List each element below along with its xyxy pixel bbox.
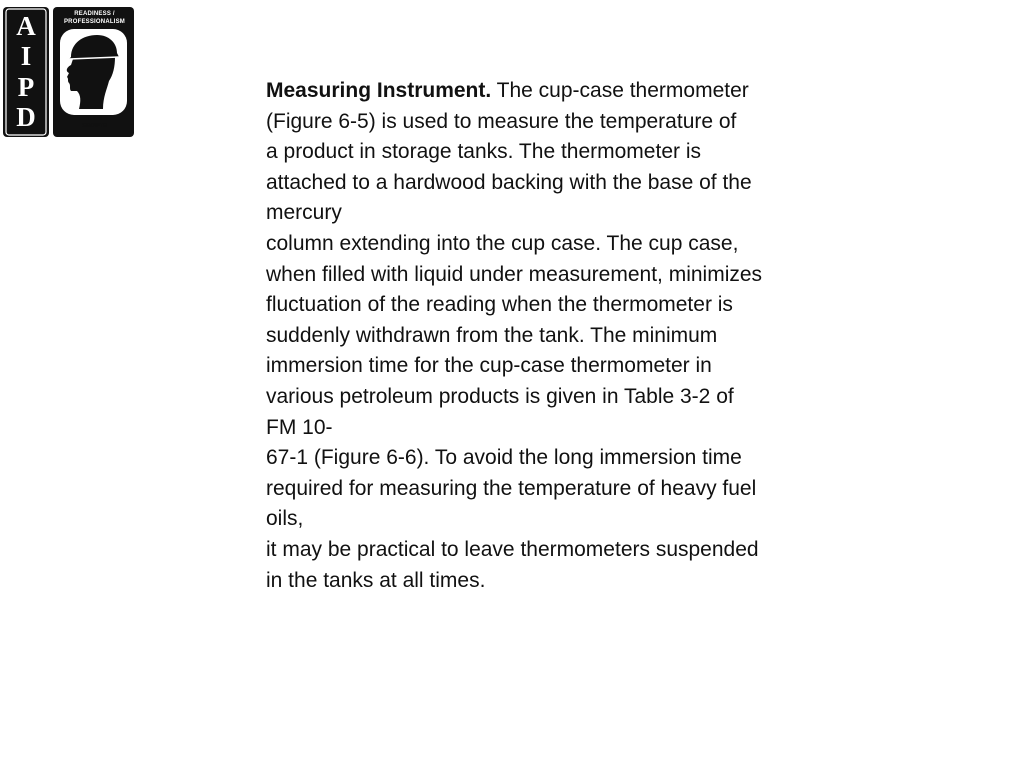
logo-letter-d: D: [16, 102, 36, 133]
logo-top-line-2: PROFESSIONALISM: [63, 19, 125, 25]
logo-top-text: [55, 10, 134, 26]
paragraph-heading: Measuring Instrument.: [266, 79, 492, 102]
logo-bottom-line-1: THRU: [86, 116, 103, 122]
text-line-2: a product in storage tanks. The thermometer is attached to a hardwood backing with the base of the mercury: [266, 140, 752, 225]
text-line-7: it may be practical to leave thermometers suspended in the tanks at all times.: [266, 537, 759, 592]
logo-letter-a: A: [16, 10, 36, 41]
text-line-3: column extending into the cup case. The cup case, when filled with liquid under measurement, minimizes: [266, 231, 763, 286]
text-line-1: [266, 76, 766, 137]
text-line-1-body: The cup-case thermometer (Figure 6-5) is used to measure the temperature of: [266, 79, 749, 133]
document-body: [266, 76, 766, 596]
text-line-4: fluctuation of the reading when the thermometer is suddenly withdrawn from the tank. The minimum: [266, 293, 733, 347]
logo-bottom-text: [55, 116, 134, 130]
text-line-6: 67-1 (Figure 6-6). To avoid the long immersion time required for measuring the temperature of heavy fuel oils,: [266, 446, 757, 531]
logo-letters: [3, 7, 49, 137]
logo-letter-p: P: [17, 71, 35, 102]
logo-bottom-line-2: GROWTH: [81, 123, 108, 129]
logo-top-line-1: READINESS /: [74, 11, 115, 17]
aipd-logo: [3, 7, 134, 137]
logo-letter-i: I: [20, 41, 32, 72]
paragraph: [266, 76, 766, 596]
text-line-5: immersion time for the cup-case thermometer in various petroleum products is given in Table 3-2 of FM 10-: [266, 354, 734, 439]
